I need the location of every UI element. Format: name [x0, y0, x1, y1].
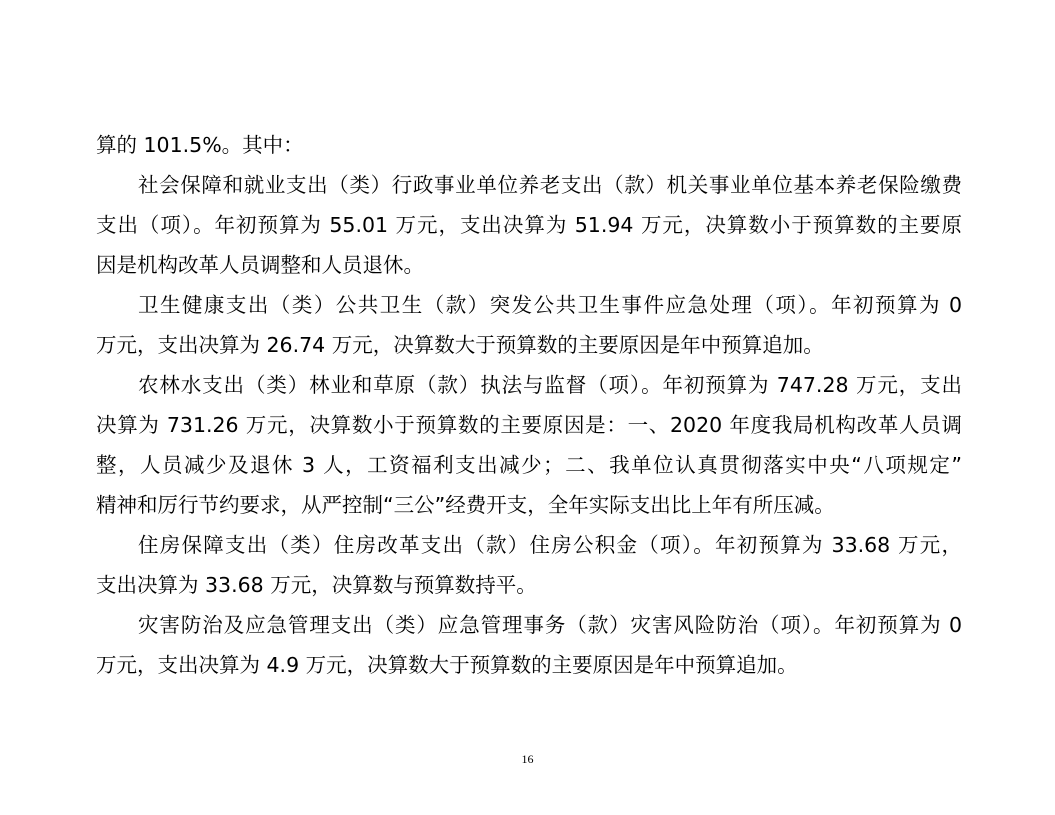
paragraph-forestry-line-4: 精神和厉行节约要求，从严控制“三公”经费开支，全年实际支出比上年有所压减。	[96, 493, 835, 517]
paragraph-forestry-line-3: 整，人员减少及退休 3 人，工资福利支出减少；二、我单位认真贯彻落实中央“八项规定”	[96, 453, 962, 477]
paragraph-social-security-line-2: 支出（项）。年初预算为 55.01 万元，支出决算为 51.94 万元，决算数小于预算数的主要原	[96, 213, 962, 237]
text-line: 算的 101.5%。其中：	[96, 133, 304, 157]
paragraph-housing-line-1: 住房保障支出（类）住房改革支出（款）住房公积金（项）。年初预算为 33.68 万元，	[138, 533, 962, 557]
paragraph-health-line-2: 万元，支出决算为 26.74 万元，决算数大于预算数的主要原因是年中预算追加。	[96, 333, 824, 357]
page-number: 16	[521, 752, 534, 766]
paragraph-health-line-1: 卫生健康支出（类）公共卫生（款）突发公共卫生事件应急处理（项）。年初预算为 0	[138, 293, 962, 317]
paragraph-forestry-line-1: 农林水支出（类）林业和草原（款）执法与监督（项）。年初预算为 747.28 万元，支出	[138, 373, 962, 397]
paragraph-social-security-line-1: 社会保障和就业支出（类）行政事业单位养老支出（款）机关事业单位基本养老保险缴费	[138, 173, 962, 197]
paragraph-housing-line-2: 支出决算为 33.68 万元，决算数与预算数持平。	[96, 573, 537, 597]
body-text	[96, 125, 962, 685]
paragraph-disaster-line-1: 灾害防治及应急管理支出（类）应急管理事务（款）灾害风险防治（项）。年初预算为 0	[138, 613, 962, 637]
paragraph-social-security-line-3: 因是机构改革人员调整和人员退休。	[96, 253, 424, 277]
paragraph-forestry-line-2: 决算为 731.26 万元，决算数小于预算数的主要原因是：一、2020 年度我局机构改革人员调	[96, 413, 962, 437]
paragraph-disaster-line-2: 万元，支出决算为 4.9 万元，决算数大于预算数的主要原因是年中预算追加。	[96, 653, 798, 677]
